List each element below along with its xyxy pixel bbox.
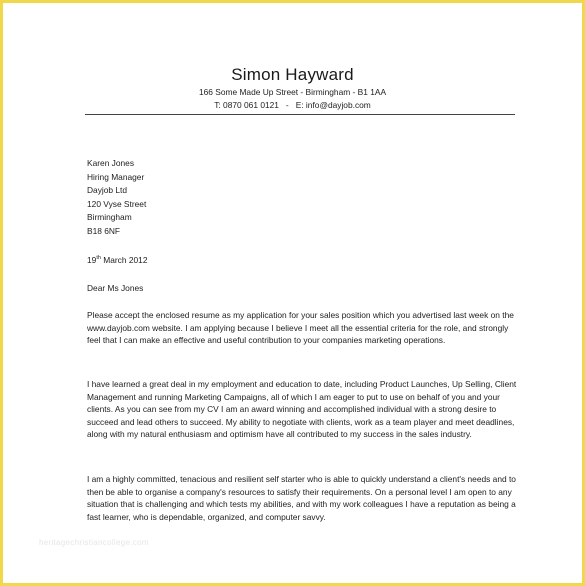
paragraph-text: I am a highly committed, tenacious and resilient self starter who is able to quickly understand a client's needs and to then be able to organise a company's resources to satisfy their requirements. On a personal level I am open to any situation that is challenging and which tests my abilities, and with my work colleagues I have a reputation as being a fast learner, who is dependable, organized, and computer savvy. — [87, 474, 516, 522]
date-day: 19 — [87, 255, 97, 265]
paragraph-3 — [87, 473, 519, 523]
paragraph-text: I have learned a great deal in my employment and education to date, including Product Launches, Up Selling, Client Management and running Marketing Campaigns, all of which I am eager to put to use on behalf of you and your clients. As you can see from my CV I am an award winning and accomplished individual with a strong desire to succeed and lead others to succeed. My ability to negotiate with clients, work as a team player and meet deadlines, along with my natural enthusiasm and optimism have all contributed to my success in the sales industry. — [87, 379, 517, 440]
recipient-block — [87, 157, 519, 238]
date-suffix: th — [96, 255, 101, 261]
paragraph-1 — [87, 309, 519, 347]
header-divider — [85, 114, 515, 115]
salutation: Dear Ms Jones — [87, 283, 144, 293]
date-month-year: March 2012 — [100, 255, 148, 265]
document-page — [3, 3, 582, 583]
recipient-title: Hiring Manager — [87, 171, 145, 182]
paragraph-2 — [87, 378, 519, 441]
sender-address: 166 Some Made Up Street - Birmingham - B1 1AA — [198, 87, 387, 97]
recipient-street: 120 Vyse Street — [87, 198, 147, 209]
recipient-city: Birmingham — [87, 212, 132, 222]
sender-contact: T: 0870 061 0121 - E: info@dayjob.com — [214, 100, 371, 110]
sender-name: Simon Hayward — [231, 65, 354, 84]
letter-date — [87, 254, 519, 267]
watermark: heritagechristiancollege.com — [39, 538, 149, 547]
paragraph-text: Please accept the enclosed resume as my application for your sales position which you advertised last week on the www.dayjob.com website. I am applying because I believe I meet all the essential criteria for the role, and strongly feel that I can make an effective and useful contribution to your companies marketing operations. — [87, 310, 514, 346]
recipient-company: Dayjob Ltd — [87, 185, 128, 195]
recipient-postcode: B18 6NF — [87, 225, 121, 236]
recipient-name: Karen Jones — [87, 158, 135, 168]
